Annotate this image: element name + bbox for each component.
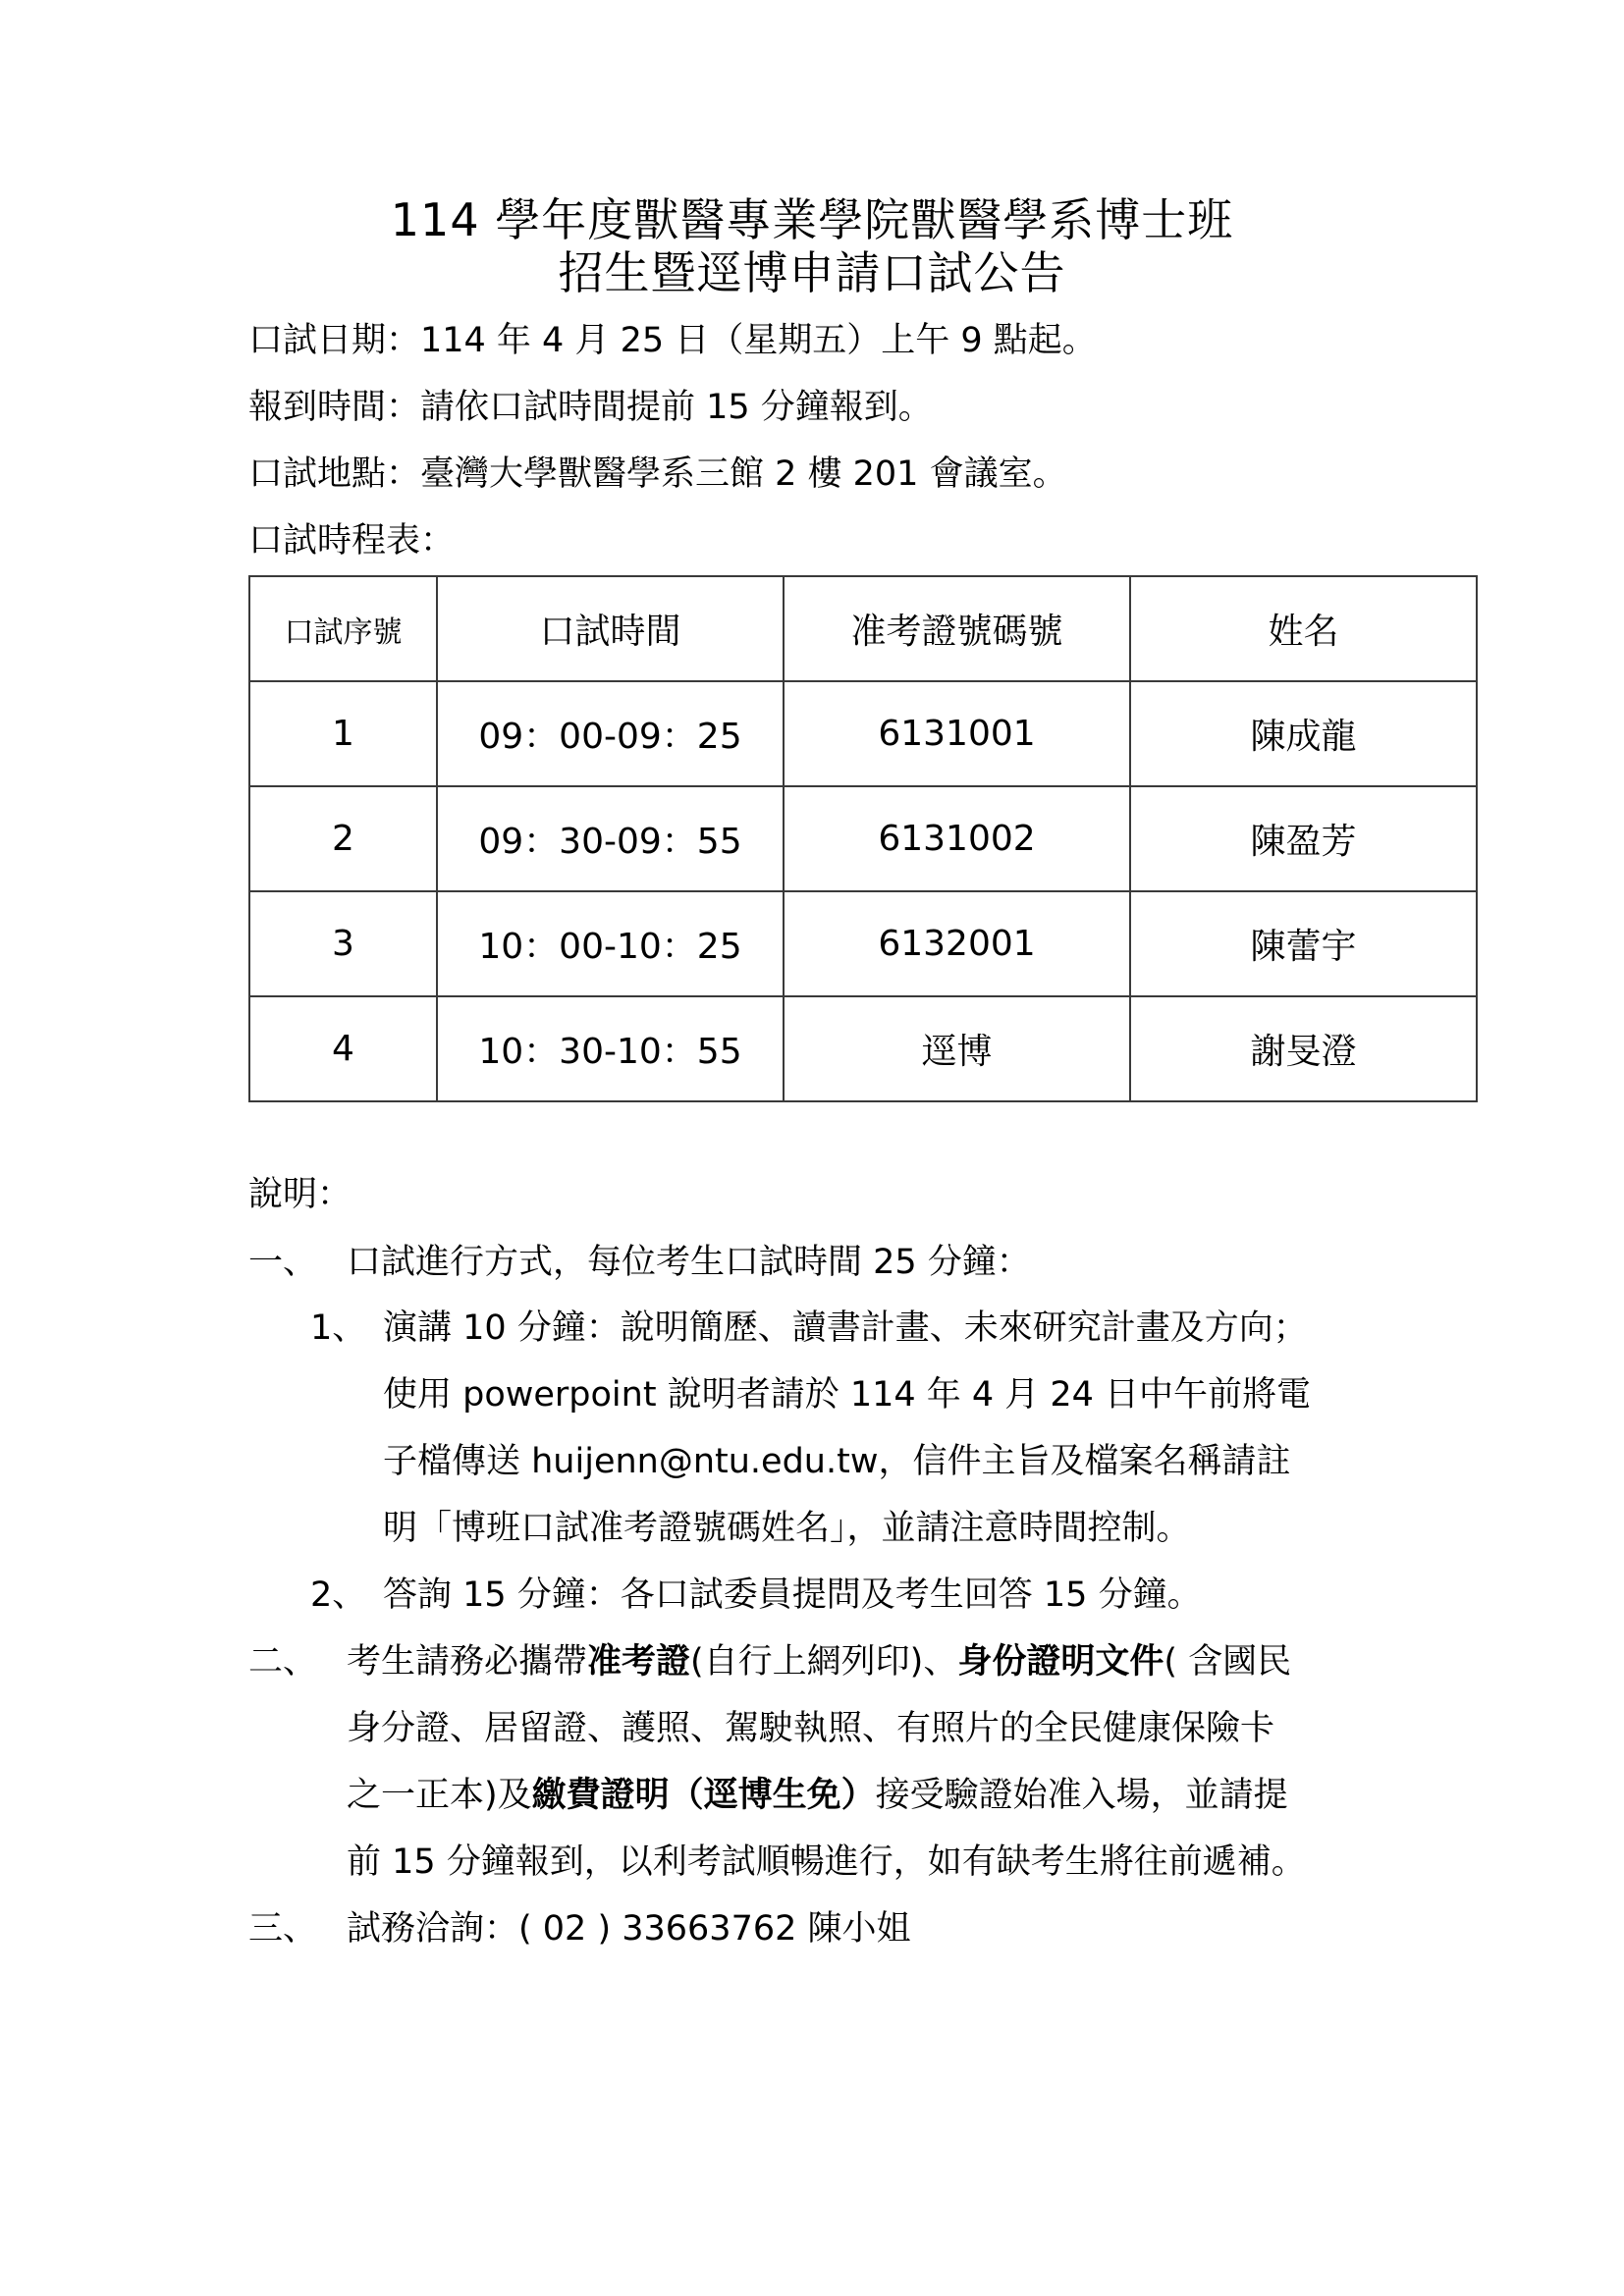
cell-name: 陳成龍 [1130, 681, 1477, 786]
report-time: 報到時間：請依口試時間提前 15 分鐘報到。 [248, 388, 933, 427]
note-1-1-line4: 明「博班口試准考證號碼姓名」，並請注意時間控制。 [383, 1509, 1191, 1548]
cell-ticket-number: 6131002 [784, 786, 1130, 891]
cell-ticket-number: 6131001 [784, 681, 1130, 786]
table-row [249, 681, 1477, 786]
note-1-1-line1: 演講 10 分鐘：說明簡歷、讀書計畫、未來研究計畫及方向； [383, 1308, 1308, 1348]
exam-date: 口試日期：114 年 4 月 25 日（星期五）上午 9 點起。 [248, 321, 1097, 360]
table-row [249, 786, 1477, 891]
note-1-2-line1: 答詢 15 分鐘：各口試委員提問及考生回答 15 分鐘。 [383, 1575, 1202, 1615]
cell-sequence: 4 [249, 996, 437, 1101]
note-1-1-line2: 使用 powerpoint 說明者請於 114 年 4 月 24 日中午前將電 [383, 1375, 1312, 1415]
cell-sequence: 3 [249, 891, 437, 996]
cell-sequence: 2 [249, 786, 437, 891]
payment-proof-emphasis: 繳費證明（逕博生免） [531, 1776, 876, 1815]
header-name: 姓名 [1130, 576, 1477, 681]
page-subtitle: 招生暨逕博申請口試公告 [558, 246, 1066, 299]
note-2-line4: 前 15 分鐘報到，以利考試順暢進行，如有缺考生將往前遞補。 [347, 1842, 1306, 1882]
ticket-emphasis: 准考證 [587, 1642, 691, 1682]
note-2-line2: 身分證、居留證、護照、駕駛執照、有照片的全民健康保險卡 [347, 1709, 1275, 1748]
table-row [249, 996, 1477, 1101]
note-3-marker: 三、 [248, 1909, 318, 1949]
header-time: 口試時間 [437, 576, 784, 681]
note-1-2-marker: 2、 [310, 1575, 367, 1615]
cell-name: 謝旻澄 [1130, 996, 1477, 1101]
cell-time: 10：30-10：55 [437, 996, 784, 1101]
exam-location: 口試地點：臺灣大學獸醫學系三館 2 樓 201 會議室。 [248, 454, 1067, 494]
header-sequence: 口試序號 [249, 576, 437, 681]
note-2-line1: 考生請務必攜帶准考證(自行上網列印)、身份證明文件( 含國民 [347, 1642, 1292, 1682]
notes-heading: 說明： [248, 1175, 352, 1214]
schedule-table [248, 575, 1478, 1102]
cell-time: 10：00-10：25 [437, 891, 784, 996]
note-1-marker: 一、 [248, 1243, 318, 1282]
note-1-1-line3: 子檔傳送 huijenn@ntu.edu.tw，信件主旨及檔案名稱請註 [383, 1442, 1291, 1481]
header-ticket-number: 准考證號碼號 [784, 576, 1130, 681]
id-document-emphasis: 身份證明文件 [957, 1642, 1164, 1682]
note-2-line3: 之一正本)及繳費證明（逕博生免）接受驗證始准入場，並請提 [347, 1776, 1288, 1815]
note-1-1-marker: 1、 [310, 1308, 367, 1348]
note-2-marker: 二、 [248, 1642, 318, 1682]
note-1-text: 口試進行方式，每位考生口試時間 25 分鐘： [347, 1243, 1031, 1282]
table-header-row [249, 576, 1477, 681]
cell-sequence: 1 [249, 681, 437, 786]
note-3-contact: 試務洽詢：( 02 ) 33663762 陳小姐 [347, 1909, 911, 1949]
cell-name: 陳盈芳 [1130, 786, 1477, 891]
cell-time: 09：00-09：25 [437, 681, 784, 786]
cell-name: 陳蕾宇 [1130, 891, 1477, 996]
table-row [249, 891, 1477, 996]
schedule-label: 口試時程表： [248, 521, 456, 561]
cell-ticket-number: 6132001 [784, 891, 1130, 996]
page-title: 114 學年度獸醫專業學院獸醫學系博士班 [390, 193, 1234, 246]
cell-ticket-number: 逕博 [784, 996, 1130, 1101]
cell-time: 09：30-09：55 [437, 786, 784, 891]
